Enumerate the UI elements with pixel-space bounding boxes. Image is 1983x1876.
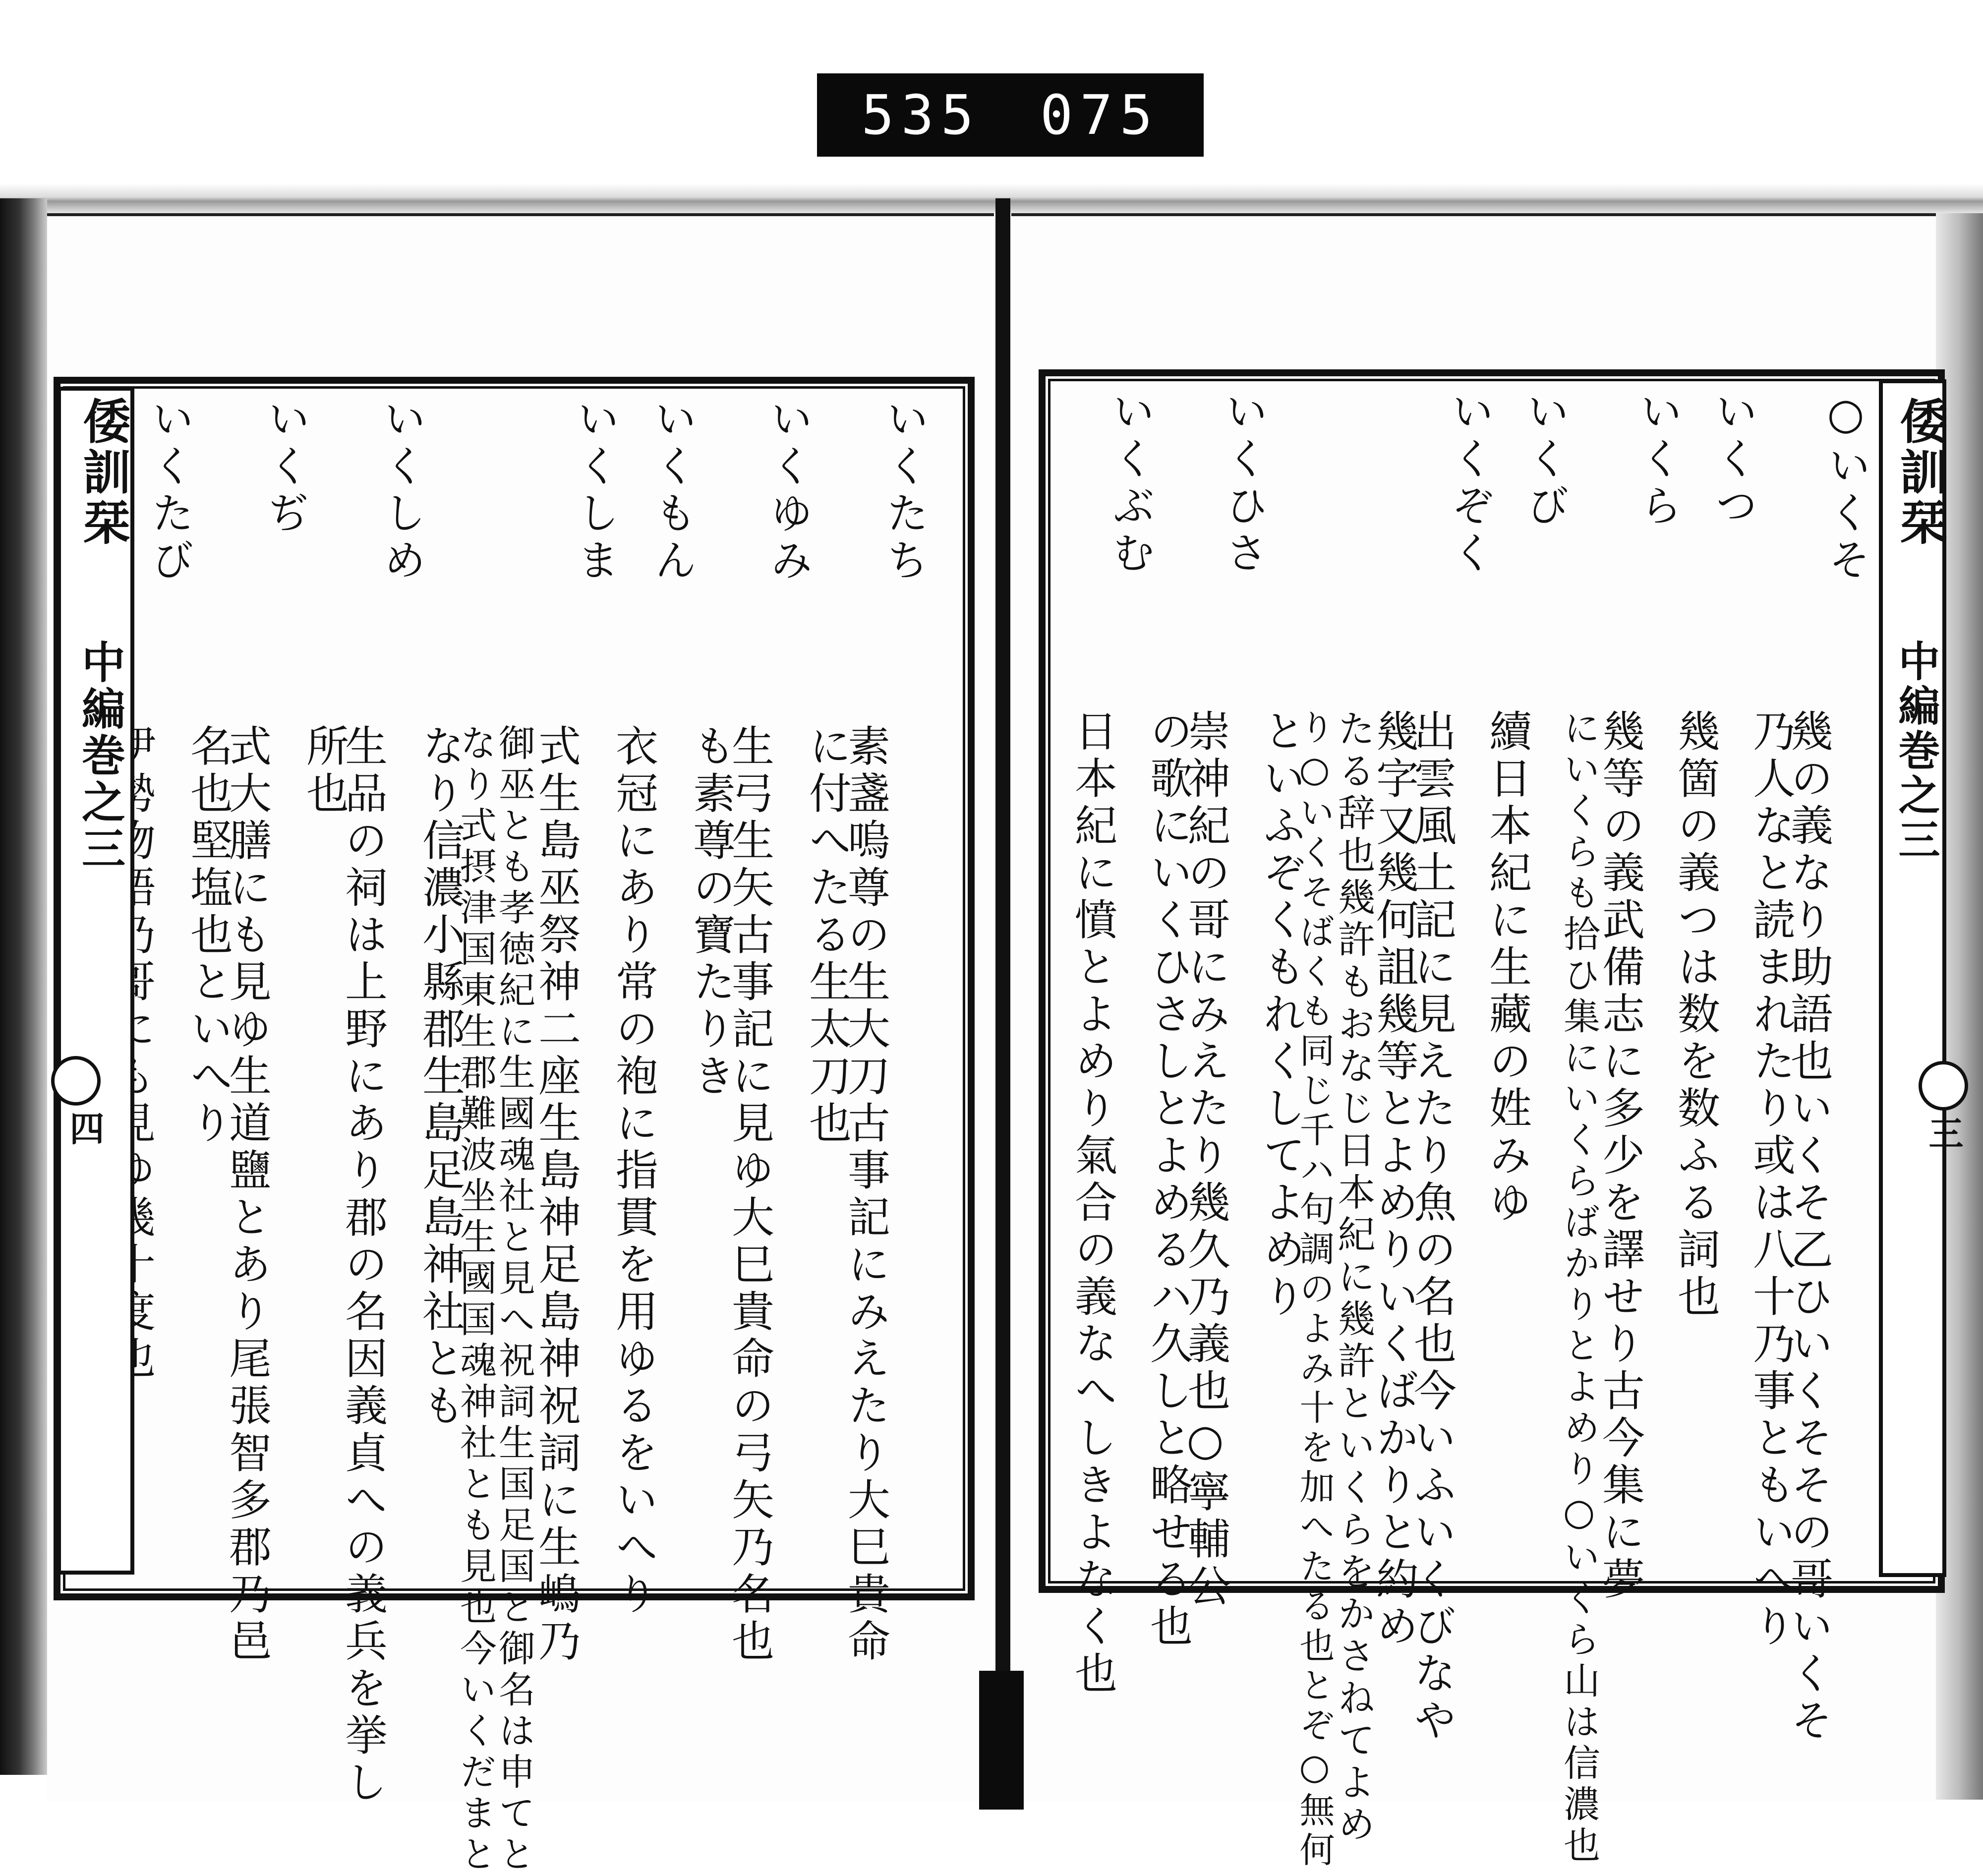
entry-text-column: 素盞嗚尊の生大刀古事記にみえたり大巳貴命 xyxy=(840,724,890,1666)
entry-headword: いくら xyxy=(1633,389,1682,530)
entry-headword: いくたち xyxy=(879,397,929,585)
entry-text-column: の歌にいくひさしとよめるハ久しと略せる也 xyxy=(1143,709,1192,1651)
left-folio: 四 xyxy=(64,1111,105,1145)
entry-text-column: に付へたる生太刀也 xyxy=(802,724,851,1148)
entry-text-column: 崇神紀の哥にみえたり幾久乃義也○寧輔公 xyxy=(1180,709,1230,1611)
entry-headword: いくゆみ xyxy=(763,397,813,585)
entry-text-column: なり式摂津国東生郡難波坐生國国魂神社とも見也今いくだまと xyxy=(454,724,497,1876)
book-spine xyxy=(995,198,1010,1810)
entry-headword: いくひさ xyxy=(1218,389,1268,578)
entry-headword: いくしめ xyxy=(376,397,426,585)
entry-text-column: 幾字又幾何詛幾等とよめりいくばかりと約め xyxy=(1369,709,1418,1651)
scan-left-edge xyxy=(0,198,47,1775)
spine-block xyxy=(979,1671,1024,1810)
entry-text-column: 生品の祠は上野にあり郡の名因義貞への義兵を挙し xyxy=(338,724,387,1807)
right-side-label-box xyxy=(1879,379,1946,1577)
entry-text-column: 續日本紀に生藏の姓みゆ xyxy=(1482,709,1531,1227)
entry-headword: いくしま xyxy=(570,397,619,585)
entry-text-column: 式大膳にも見ゆ生道鹽とあり尾張智多郡乃邑 xyxy=(222,724,271,1666)
entry-text-column: 日本紀に憤とよめり氣合の義なへしきよなく也 xyxy=(1067,709,1117,1698)
archive-number-tag xyxy=(817,73,1204,157)
right-side-title: 倭訓栞 xyxy=(1892,397,1948,548)
scan-top-edge xyxy=(0,183,1983,213)
entry-headword: いくぶむ xyxy=(1105,389,1155,578)
archive-number-right: 075 xyxy=(1040,83,1160,147)
entry-text-column: 所也 xyxy=(299,724,349,818)
entry-text-column: にいくらも拾ひ集にいくらばかりとよめり○いくら山は信濃也 xyxy=(1558,709,1600,1867)
entry-text-column: 生弓生矢古事記に見ゆ大巳貴命の弓矢乃名也 xyxy=(724,724,774,1666)
entry-headword: いくたび xyxy=(144,397,194,585)
entry-text-column: り○いくそばくも同じ千ハ句調のよみ十を加へたる也とぞ○無何 xyxy=(1294,709,1335,1871)
right-folio-circle xyxy=(1919,1061,1968,1111)
entry-text-column: 御巫とも孝徳紀に生國魂社と見へ祝詞生国足国と御名は申てと xyxy=(493,724,535,1876)
entry-text-column: といふぞくもれくしてよめり xyxy=(1256,709,1305,1321)
entry-text-column: 幾の義なり助語也いくそ乙ひいくそその哥いくそ xyxy=(1783,709,1833,1745)
left-side-label-box xyxy=(57,387,134,1575)
archive-number-left: 535 xyxy=(861,83,981,147)
entry-text-column: なり信濃小縣郡生島足島神社とも xyxy=(415,724,465,1430)
left-folio-circle xyxy=(51,1056,101,1106)
entry-headword: いくつ xyxy=(1708,389,1757,530)
entry-text-column: 出雲風土記に見えたり魚の名也今いふいくびなや xyxy=(1406,709,1456,1745)
entry-text-column: 幾箇の義つは数を数ふる詞也 xyxy=(1670,709,1720,1321)
left-side-volume: 中編巻之三 xyxy=(75,640,126,873)
entry-text-column: 衣冠にあり常の袍に指貫を用ゆるをいへり xyxy=(608,724,658,1619)
entry-headword: いくび xyxy=(1519,389,1569,530)
entry-text-column: 式生島巫祭神二座生島神足島神祝詞に生嶋乃 xyxy=(531,724,581,1666)
entry-text-column: 名也堅塩也といへり xyxy=(183,724,233,1148)
entry-text-column: 乃人なと読まれたり或は八十乃事ともいへり xyxy=(1746,709,1795,1651)
entry-text-column: 幾等の義武備志に多少を譯せり古今集に夢 xyxy=(1595,709,1644,1604)
entry-headword: ○いくそ xyxy=(1821,389,1870,585)
right-folio: 三 xyxy=(1923,1115,1964,1150)
left-side-title: 倭訓栞 xyxy=(75,397,131,548)
right-side-volume: 中編巻之三 xyxy=(1892,640,1941,863)
entry-text-column: たる辞也幾許もおなじ日本紀に幾許といくらをかさねてよめ xyxy=(1332,709,1376,1847)
entry-headword: いくもん xyxy=(647,397,697,585)
entry-headword: いくぞく xyxy=(1444,389,1494,578)
entry-text-column: も素尊の寶たりき xyxy=(686,724,735,1101)
entry-headword: いくぢ xyxy=(260,397,310,538)
